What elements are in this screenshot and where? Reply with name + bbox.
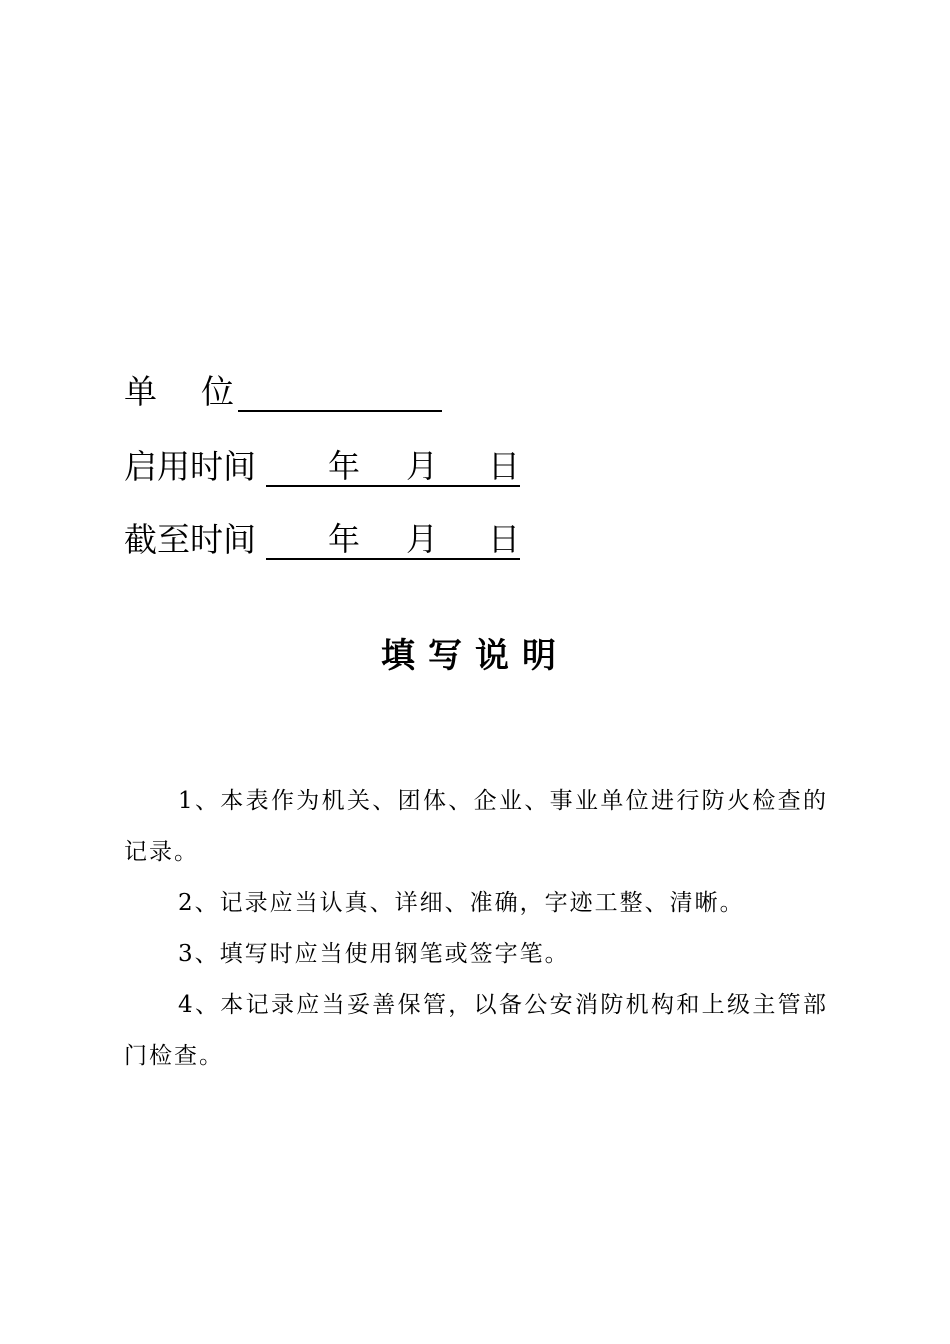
end-date-label: 截至时间: [124, 520, 256, 559]
unit-label: [124, 372, 234, 412]
unit-label-char: 位: [201, 372, 234, 411]
unit-label-char: 单: [124, 372, 157, 411]
end-date-row: [124, 516, 520, 560]
unit-field-row: [124, 368, 442, 412]
day-label: 日: [488, 447, 521, 485]
instruction-item: 3、填写时应当使用钢笔或签字笔。: [178, 941, 570, 967]
year-label: 年: [328, 520, 361, 558]
instruction-item: 4、本记录应当妥善保管，以备公安消防机构和上级主管部门检查。: [124, 992, 828, 1069]
month-label: 月: [406, 447, 439, 485]
start-date-label: 启用时间: [124, 447, 256, 486]
instructions-title: 填写说明: [381, 636, 569, 676]
end-date-blank[interactable]: [266, 520, 520, 560]
unit-blank[interactable]: [238, 376, 442, 412]
instructions-list: [124, 776, 828, 1082]
start-date-row: [124, 443, 520, 487]
start-date-blank[interactable]: [266, 447, 520, 487]
instruction-item: 1、本表作为机关、团体、企业、事业单位进行防火检查的记录。: [124, 788, 828, 865]
month-label: 月: [406, 520, 439, 558]
instruction-item: 2、记录应当认真、详细、准确，字迹工整、清晰。: [178, 890, 745, 916]
day-label: 日: [488, 520, 521, 558]
year-label: 年: [328, 447, 361, 485]
